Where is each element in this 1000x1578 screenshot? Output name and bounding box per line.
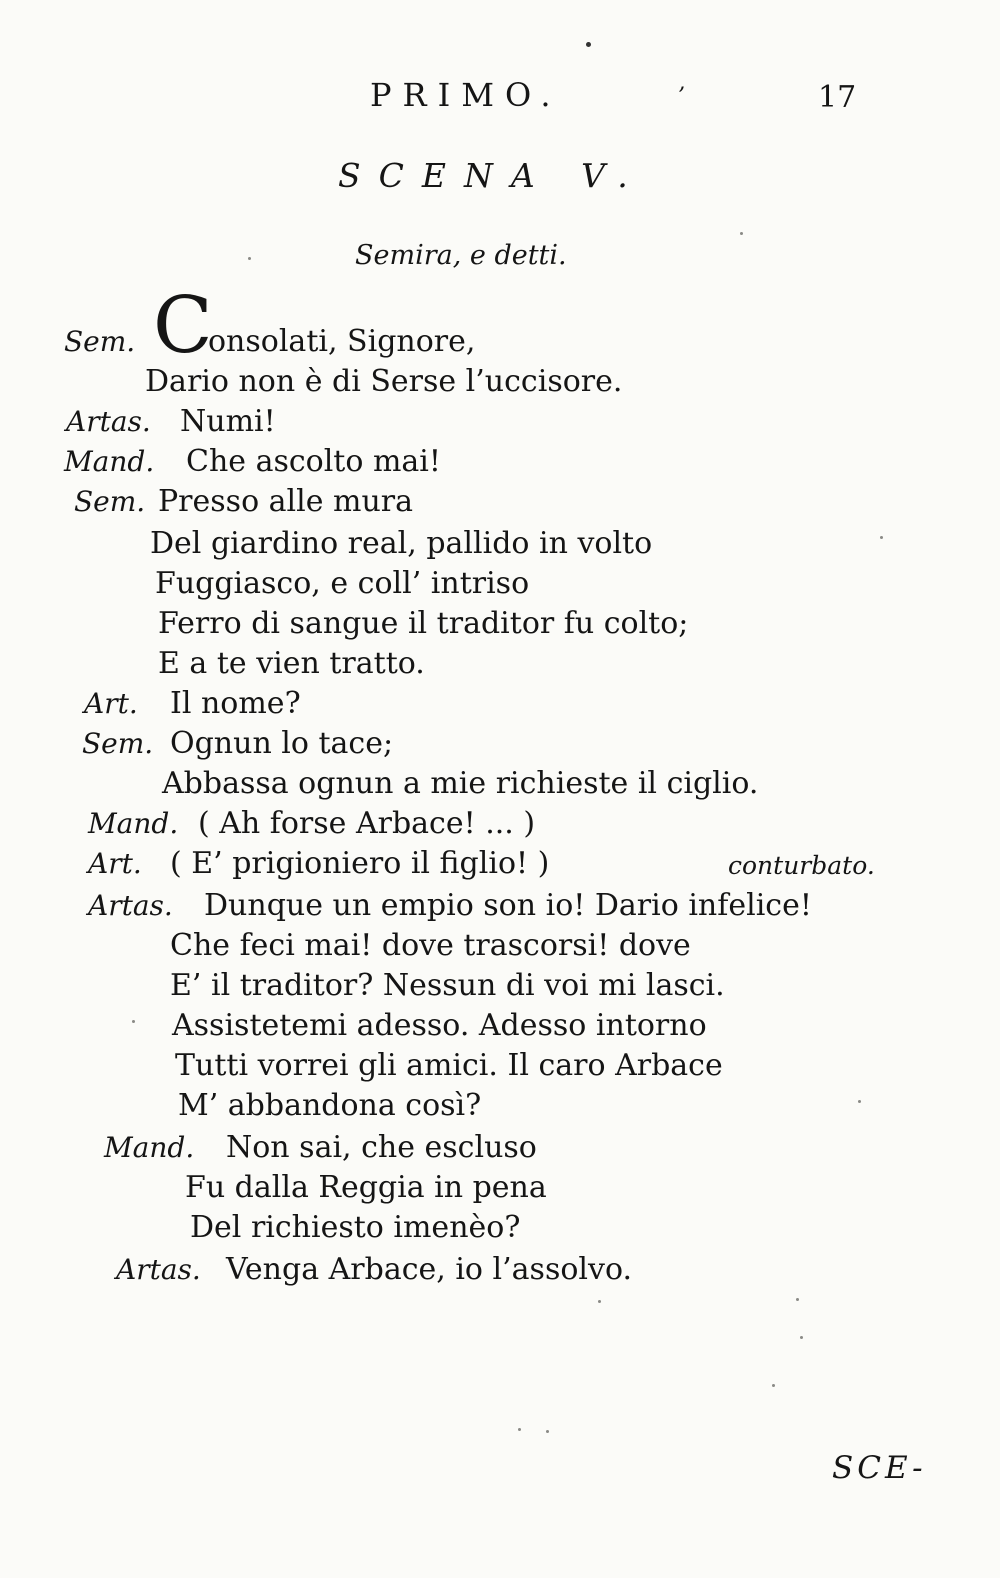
drop-cap: C (153, 281, 213, 371)
speaker-label: Artas. (66, 405, 151, 438)
paper-speck (772, 1384, 775, 1387)
paper-speck (880, 536, 883, 539)
dialogue-line: Presso alle mura (158, 484, 414, 519)
dialogue-line: ( Ah forse Arbace! ... ) (198, 806, 536, 841)
dialogue-line: onsolati, Signore, (208, 324, 476, 359)
speaker-label: Mand. (88, 807, 179, 840)
dialogue-line: E a te vien tratto. (158, 646, 425, 681)
dialogue-line: Abbassa ognun a mie richieste il ciglio. (162, 766, 759, 801)
dialogue-line: Ferro di sangue il traditor fu colto; (158, 606, 689, 641)
speaker-label: Artas. (116, 1253, 201, 1286)
dialogue-line: Fu dalla Reggia in pena (185, 1170, 547, 1205)
dialogue-line: E’ il traditor? Nessun di voi mi lasci. (170, 968, 725, 1003)
dialogue-line: Il nome? (170, 686, 301, 721)
dialogue-line: Assistetemi adesso. Adesso intorno (172, 1008, 707, 1043)
stage-direction: Semira, e detti. (355, 240, 567, 271)
dialogue-line: Che ascolto mai! (186, 444, 441, 479)
speaker-label: Sem. (82, 727, 154, 760)
speaker-label: Artas. (88, 889, 173, 922)
paper-speck (546, 1430, 549, 1433)
dialogue-line: Tutti vorrei gli amici. Il caro Arbace (175, 1048, 723, 1083)
dialogue-line: Venga Arbace, io l’assolvo. (226, 1252, 633, 1287)
paper-speck (740, 232, 743, 235)
paper-speck (132, 1020, 135, 1023)
dialogue-line: Che feci mai! dove trascorsi! dove (170, 928, 691, 963)
scene-title: SCENA V. (338, 156, 646, 195)
speaker-label: Mand. (104, 1131, 195, 1164)
speaker-label: Sem. (74, 485, 146, 518)
catchword: SCE- (832, 1450, 927, 1486)
dialogue-line: M’ abbandona così? (178, 1088, 482, 1123)
speaker-label: Mand. (64, 445, 155, 478)
page-number: 17 (818, 80, 857, 115)
dialogue-line: Del giardino real, pallido in volto (150, 526, 653, 561)
paper-speck (858, 1100, 861, 1103)
dialogue-line: Non sai, che escluso (226, 1130, 537, 1165)
speaker-label: Art. (84, 687, 138, 720)
dialogue-line: Numi! (180, 404, 276, 439)
speaker-label: Art. (88, 847, 142, 880)
running-title: PRIMO. (370, 76, 562, 114)
paper-speck (248, 257, 251, 260)
dialogue-line: Fuggiasco, e coll’ intriso (155, 566, 530, 601)
stage-note: conturbato. (728, 851, 875, 880)
paper-speck (800, 1336, 803, 1339)
ornament-mark: ’ (678, 84, 685, 109)
dialogue-line: Ognun lo tace; (170, 726, 394, 761)
dialogue-line: Del richiesto imenèo? (190, 1210, 521, 1245)
dialogue-line: ( E’ prigioniero il figlio! ) (170, 846, 550, 881)
speaker-label: Sem. (64, 325, 136, 358)
paper-speck (796, 1298, 799, 1301)
paper-speck (586, 42, 591, 47)
paper-speck (598, 1300, 601, 1303)
dialogue-line: Dunque un empio son io! Dario infelice! (204, 888, 812, 923)
dialogue-line: Dario non è di Serse l’uccisore. (145, 364, 623, 399)
paper-speck (518, 1428, 521, 1431)
